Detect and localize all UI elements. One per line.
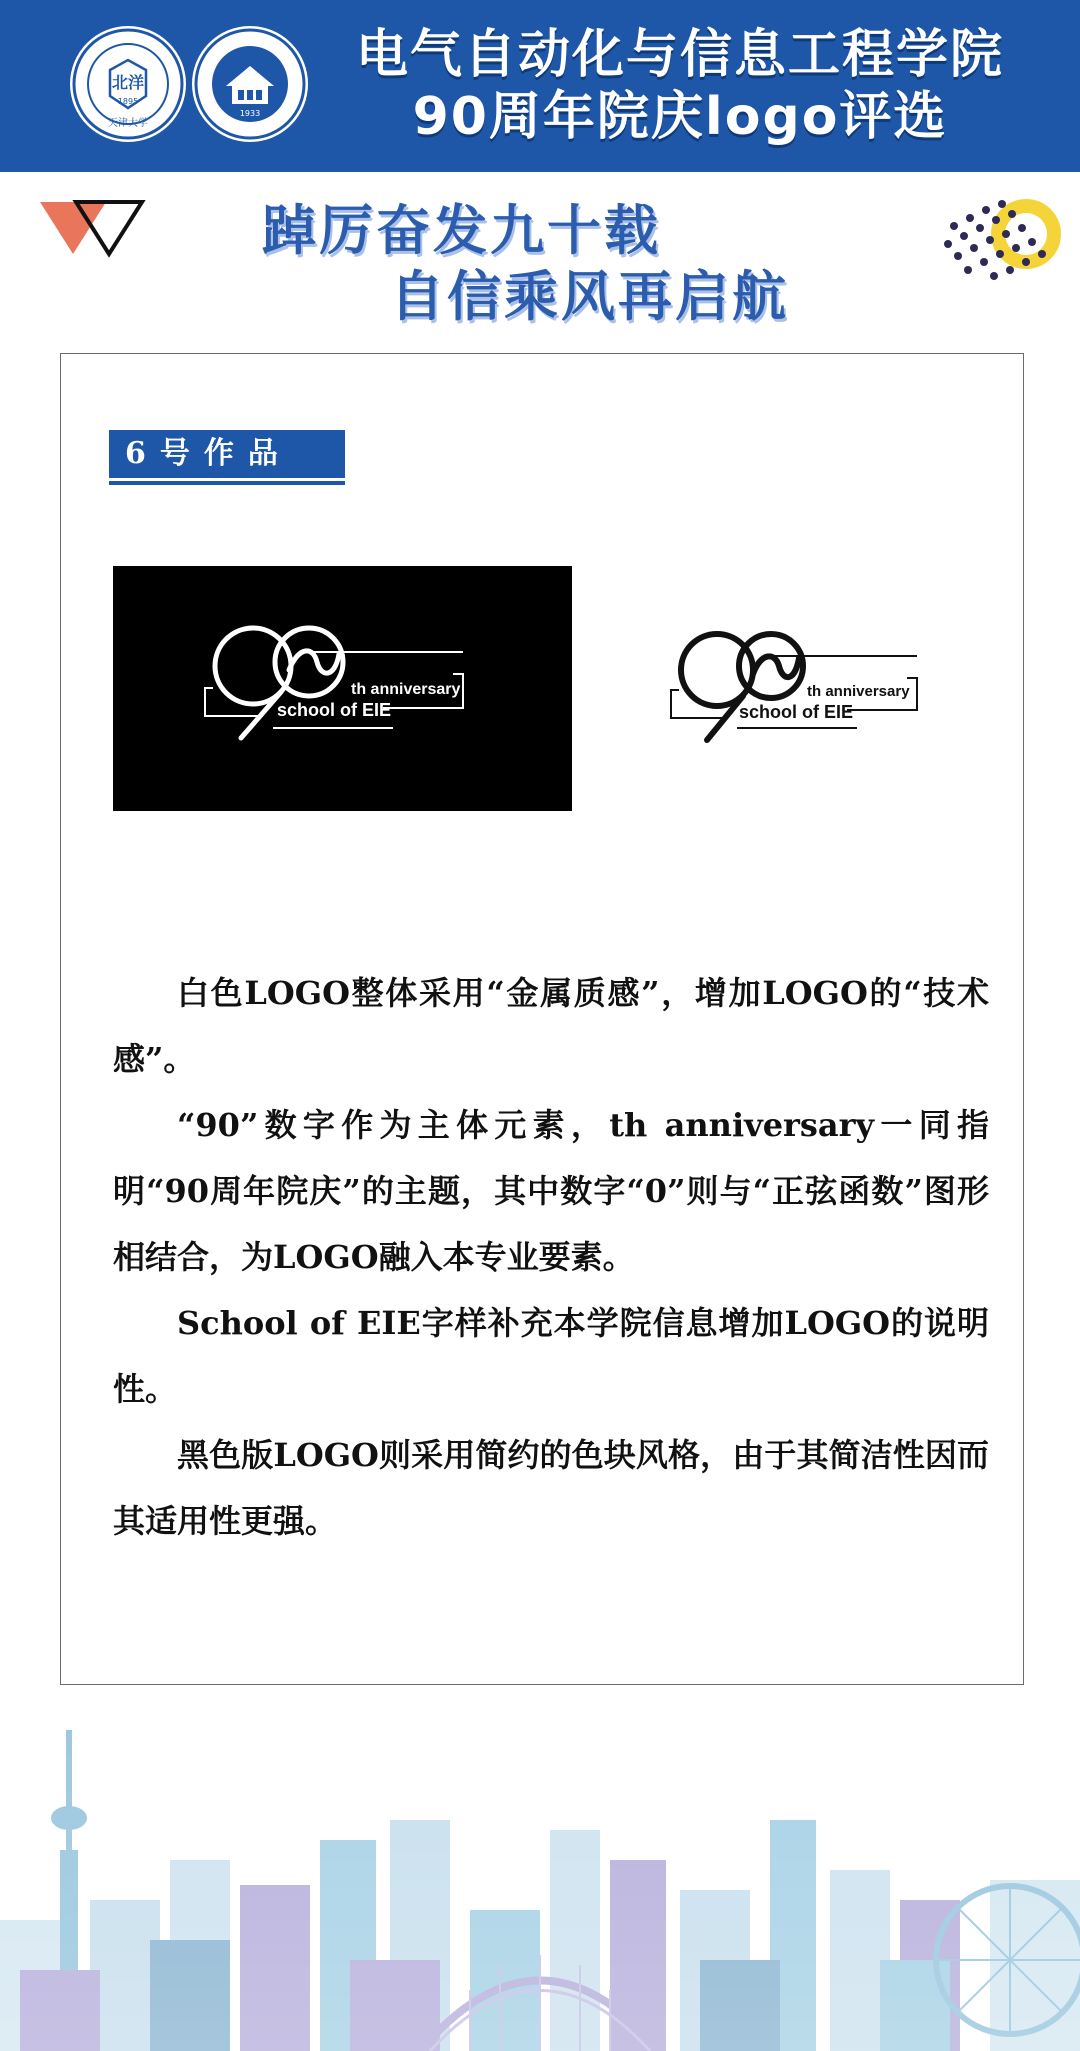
- svg-text:1933: 1933: [239, 109, 261, 118]
- svg-text:北洋: 北洋: [111, 73, 145, 92]
- logo-dark-suffix: th anniversary: [351, 681, 461, 698]
- logo-dark-version: [113, 566, 572, 811]
- description-paragraph: 白色LOGO整体采用“金属质感”，增加LOGO的“技术感”。: [113, 974, 989, 1078]
- triangle-decoration-icon: [36, 196, 148, 260]
- svg-text:天津大学: 天津大学: [108, 118, 148, 129]
- tianjin-university-seal-icon: [70, 26, 186, 142]
- description-paragraph: 黑色版LOGO则采用简约的色块风格，由于其简洁性因而其适用性更强。: [113, 1436, 989, 1540]
- logo-light-school: school of EIE: [739, 702, 854, 722]
- header-title: [320, 24, 1040, 148]
- logo-light-version: [657, 594, 977, 784]
- description-paragraph: School of EIE字样补充本学院信息增加LOGO的说明性。: [113, 1304, 989, 1408]
- work-tag-underline: [109, 481, 345, 485]
- slogan-line2: 自信乘风再启航: [390, 265, 789, 328]
- slogan-line1: 踔厉奋发九十载: [262, 199, 661, 262]
- header-title-line1: 电气自动化与信息工程学院: [355, 25, 1004, 85]
- work-number-tag: [109, 430, 345, 482]
- city-skyline-illustration: [0, 1710, 1080, 2051]
- school-seal-icon: [192, 26, 308, 142]
- description-text: [113, 960, 989, 1554]
- work-number-label: 6号作品: [125, 436, 292, 471]
- logo-light-suffix: th anniversary: [807, 683, 910, 700]
- svg-text:1895: 1895: [117, 97, 139, 106]
- header-banner: [0, 0, 1080, 172]
- description-paragraph: “90”数字作为主体元素，th anniversary一同指明“90周年院庆”的主题，其中数字“0”则与“正弦函数”图形相结合，为LOGO融入本专业要素。: [113, 1106, 989, 1276]
- dots-decoration-icon: [940, 196, 1066, 288]
- entry-card: [60, 353, 1024, 1685]
- logo-dark-school: school of EIE: [277, 700, 392, 720]
- header-title-line2: 90周年院庆logo评选: [412, 87, 948, 147]
